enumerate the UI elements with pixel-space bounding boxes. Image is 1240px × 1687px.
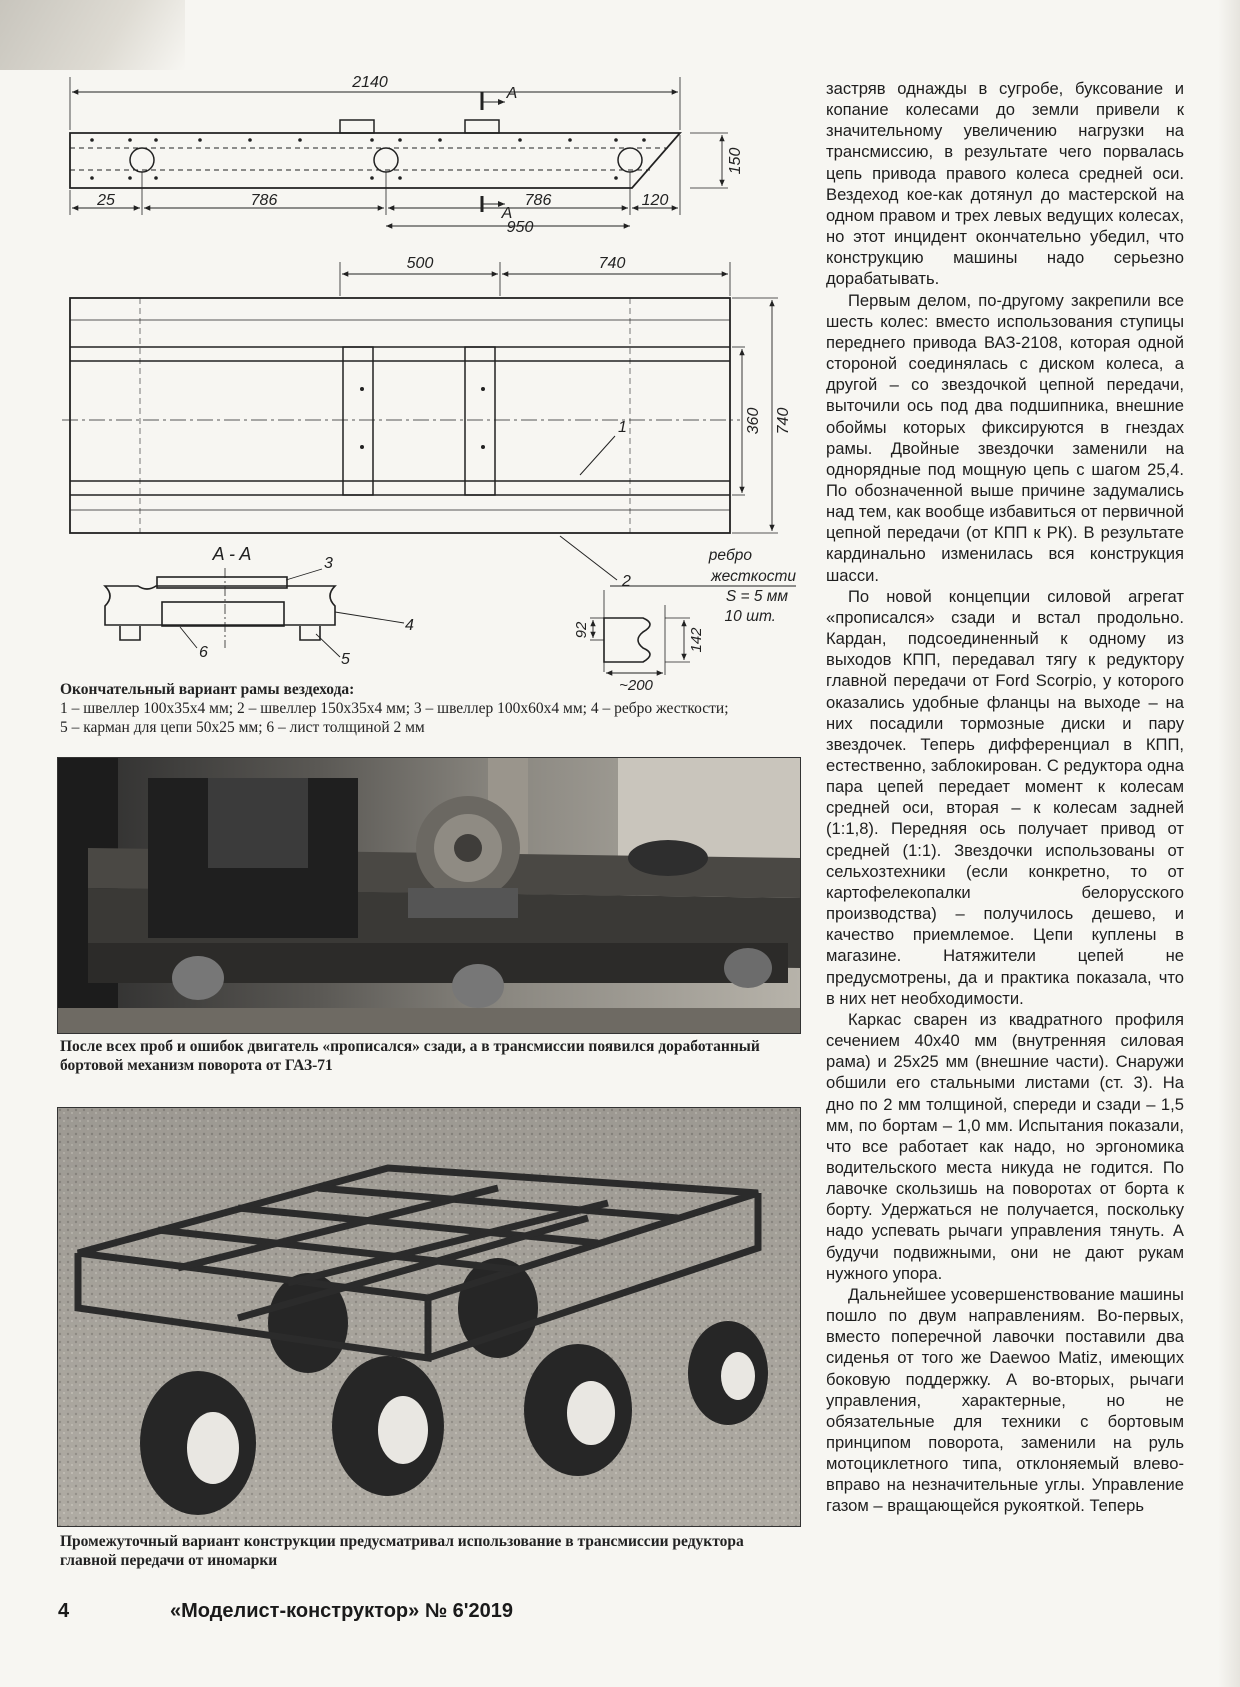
callout-6: 6 bbox=[199, 644, 208, 661]
photo1-caption bbox=[60, 1037, 800, 1075]
frame-caption-legend-2: 5 – карман для цепи 50х25 мм; 6 – лист толщиной 2 мм bbox=[60, 719, 425, 736]
dim-786-right: 786 bbox=[524, 192, 552, 209]
section-a-a bbox=[105, 568, 404, 657]
magazine-title: «Моделист-конструктор» № 6'2019 bbox=[170, 1600, 514, 1622]
dim-950: 950 bbox=[506, 219, 534, 236]
page-edge-shading bbox=[1218, 0, 1240, 1687]
article-paragraph-2: Первым делом, по-другому закрепили все шесть колес: вместо использования ступицы переднего привода ВАЗ-2108, которая одной стороной соединялась с диском колеса, а другой – со звездочкой цепной передачи, выточили ось под два подшипника, внешние обоймы которых фиксируются в гнездах рамы. Двойные звездочки заменили на однорядные под мощную цепь с шагом 25,4. По обозначенной выше причине задумались над тем, как вообще избавиться от первичной цепной передачи (от КПП к РК). В результате кардинально изменилась вся конструкция шасси. bbox=[826, 290, 1184, 585]
photo2-caption-text: Промежуточный вариант конструкции предусматривал использование в трансмиссии редуктора главной передачи от иномарки bbox=[60, 1533, 744, 1569]
dim-786-left: 786 bbox=[250, 192, 278, 209]
article-paragraph-3: По новой концепции силовой агрегат «прописался» сзади и встал продольно. Кардан, подсоединенный к одному из выходов КПП, передавал тягу к редуктору главной передачи от Ford Scorpio, у которого оказались удобные фланцы на выходе – на них посадили тормозные диски и пару звездочек. Теперь дифференциал в КПП, естественно, заблокирован. С редуктора одна пара цепей передает момент к колесам средней оси, вторая – к колесам задней (1:1,8). Передняя ось получает привод от средней (1:1). Звездочки использованы от сельхозтехники (если конкретно, то от картофелекопалки белорусского производства) – получилось дешево, и качество приемлемое. Цепи куплены в магазине. Натяжители цепей не предусмотрены, да и практика показала, что в них нет необходимости. bbox=[826, 586, 1184, 1008]
dim-25: 25 bbox=[97, 192, 115, 209]
photo2-caption bbox=[60, 1532, 800, 1570]
section-title: A - A bbox=[212, 544, 252, 564]
section-mark-bottom: A bbox=[501, 205, 513, 222]
photo1-caption-text: После всех проб и ошибок двигатель «прописался» сзади, а в трансмиссии появился доработанный бортовой механизм поворота от ГАЗ-71 bbox=[60, 1038, 760, 1074]
dim-740-side: 740 bbox=[775, 407, 792, 435]
callout-2: 2 bbox=[622, 573, 631, 590]
stiffening-rib bbox=[590, 590, 690, 675]
rib-label-line2: жесткости bbox=[711, 568, 796, 585]
frame-caption-legend-1: 1 – швеллер 100х35х4 мм; 2 – швеллер 150х35х4 мм; 3 – швеллер 100х60х4 мм; 4 – ребро жесткости; bbox=[60, 700, 729, 717]
page-number: 4 bbox=[58, 1600, 70, 1622]
article-paragraph-5: Дальнейшее усовершенствование машины пошло по двум направлениям. Во-первых, вместо поперечной лавочки поставили два сиденья от того же Daewoo Matiz, имеющих боковую поддержку. А во-вторых, рычаги управления, характерные, но не обязательные для техники с бортовым принципом поворота, заменили на руль мотоциклетного типа, отклоняемый влево-вправо на незначительные углы. Управление газом – вращающейся рукояткой. Теперь bbox=[826, 1284, 1184, 1516]
section-mark-top: A bbox=[506, 85, 518, 102]
frame-on-wheels-photo bbox=[57, 1107, 801, 1527]
rib-label-line4: 10 шт. bbox=[724, 608, 776, 625]
callout-5: 5 bbox=[341, 651, 350, 668]
frame-caption bbox=[60, 680, 800, 737]
engine-chassis-photo bbox=[57, 757, 801, 1034]
dim-142: 142 bbox=[688, 627, 705, 653]
section-labels bbox=[199, 544, 414, 668]
dim-150: 150 bbox=[727, 147, 744, 175]
article-paragraph-1: застряв однажды в сугробе, буксование и копание колесами до земли привели к значительному увеличению нагрузки на трансмиссию, в результате чего порвалась цепь привода правого колеса средней оси. Вездеход кое-как дотянул до мастерской на одном правом и трех левых ведущих колесах, но этот инцидент окончательно убедил, что конструкцию машины надо серьезно дорабатывать. bbox=[826, 79, 1184, 289]
dim-500: 500 bbox=[406, 255, 434, 272]
dim-740-top: 740 bbox=[598, 255, 626, 272]
dim-120: 120 bbox=[641, 192, 669, 209]
rib-label-line3: S = 5 мм bbox=[725, 588, 788, 605]
frame-caption-title: Окончательный вариант рамы вездехода: bbox=[60, 681, 355, 698]
frame-plan-view bbox=[62, 262, 778, 580]
dim-92: 92 bbox=[573, 621, 590, 639]
dim-200: ~200 bbox=[619, 677, 653, 690]
rib-label-line1: ребро bbox=[708, 547, 752, 564]
callout-3: 3 bbox=[324, 555, 333, 572]
beam-dimensions bbox=[96, 74, 744, 236]
article-paragraph-4: Каркас сварен из квадратного профиля сечением 40х40 мм (внутренняя силовая рама) и 25х25 мм (внешние части). Снаружи обшили его стальными листами (ст. 3). На дно по 2 мм толщиной, спереди и сзади – 1,5 мм, по бортам – 1,0 мм. Испытания показали, что все работает как надо, но эргономика водительского места никуда не годится. По лавочке скользишь на поворотах от борта к борту. Удержаться не получается, поскольку надо успевать рычаги управления тянуть. А будучи подвижными, они не дают рукам нужного упора. bbox=[826, 1009, 1184, 1283]
frame-technical-drawing bbox=[0, 0, 810, 690]
callout-4: 4 bbox=[405, 617, 414, 634]
beam-side-view bbox=[70, 77, 728, 226]
dim-360: 360 bbox=[745, 407, 762, 435]
dim-2140: 2140 bbox=[352, 74, 388, 91]
article-column bbox=[826, 78, 1184, 1517]
callout-1: 1 bbox=[618, 419, 627, 436]
